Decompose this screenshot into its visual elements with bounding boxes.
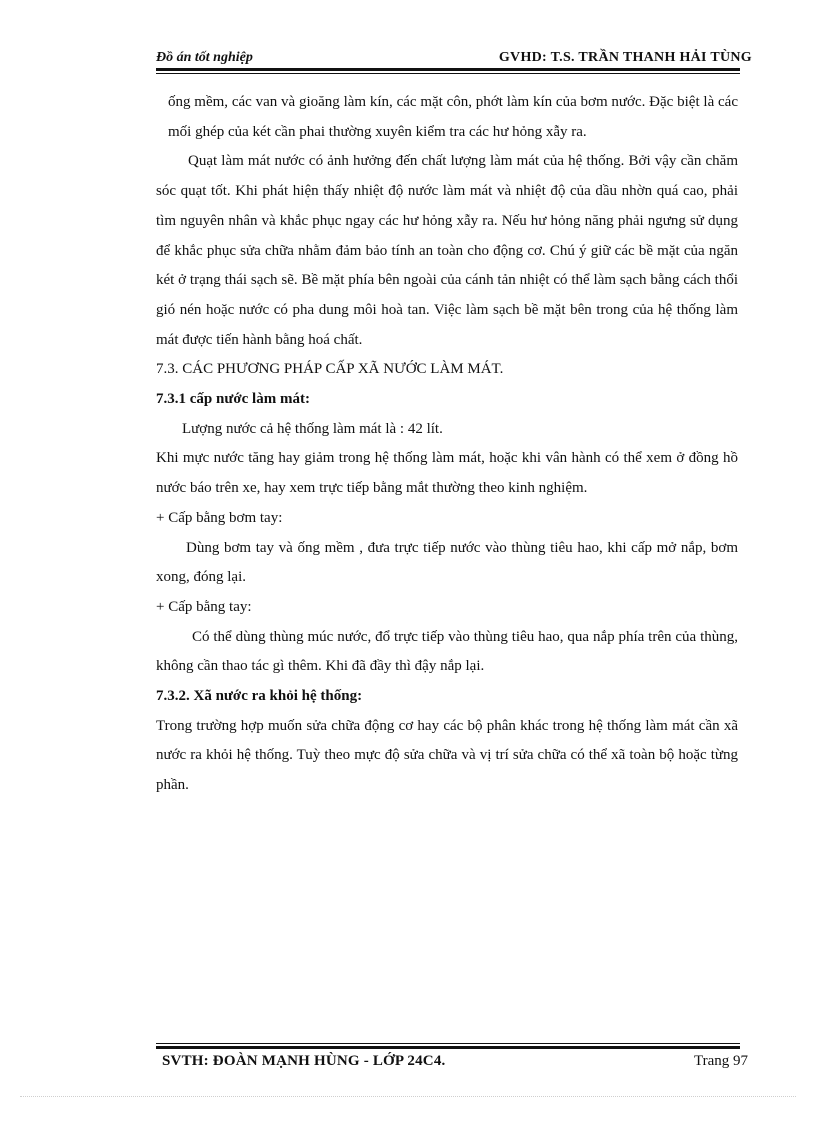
- section-heading-7-3: 7.3. CÁC PHƯƠNG PHÁP CẤP XÃ NƯỚC LÀM MÁT.: [156, 361, 504, 378]
- paragraph-4: Khi mực nước tăng hay giảm trong hệ thống làm mát, hoặc khi vân hành có thể xem ở đồng hồ nước báo trên xe, hay xem trực tiếp bằng mắt thường theo kinh nghiệm.: [156, 450, 738, 497]
- page-body: [156, 88, 738, 801]
- paragraph-2: Quạt làm mát nước có ảnh hưởng đến chất lượng làm mát của hệ thống. Bởi vậy cần chăm sóc quạt tốt. Khi phát hiện thấy nhiệt độ nước làm mát và nhiệt độ của dầu nhờn quá cao, phải tìm nguyên nhân và khắc phục ngay các hư hỏng xẫy ra. Nếu hư hỏng năng phải ngưng sử dụng để khắc phục sửa chữa nhằm đảm bảo tính an toàn cho động cơ. Chú ý giữ các bề mặt của ngăn két ở trạng thái sạch sẽ. Bề mặt phía bên ngoài của cánh tản nhiệt có thể làm sạch bằng cách thổi gió nén hoặc nước có pha dung môi hoà tan. Việc làm sạch bề mặt bên trong của hệ thống làm mát được tiến hành bằng hoá chất.: [156, 153, 738, 348]
- header-rule-thick: [156, 68, 740, 71]
- paragraph-5: Dùng bơm tay và ống mềm , đưa trực tiếp nước vào thùng tiêu hao, khi cấp mở nắp, bơm xong, đóng lại.: [156, 539, 738, 586]
- page-number: Trang 97: [693, 1053, 748, 1069]
- footer-rule-thick: [156, 1046, 740, 1049]
- page-footer: [156, 1053, 752, 1075]
- subheading-by-hand: + Cấp bằng tay:: [156, 598, 252, 615]
- header-supervisor: GVHD: T.S. TRẦN THANH HẢI TÙNG: [498, 50, 752, 65]
- footer-rule-thin: [156, 1043, 740, 1044]
- section-heading-7-3-2: 7.3.2. Xã nước ra khỏi hệ thống:: [156, 688, 363, 705]
- paragraph-7: Trong trường hợp muốn sửa chữa động cơ hay các bộ phân khác trong hệ thống làm mát cần xã nước ra khỏi hệ thống. Tuỳ theo mực độ sửa chữa và vị trí sửa chữa có thể xã toàn bộ hoặc từng phần.: [156, 717, 738, 794]
- paragraph-1: ống mềm, các van và gioăng làm kín, các mặt côn, phớt làm kín của bơm nước. Đặc biệt là các mối ghép của két cần phai thường xuyên kiểm tra các hư hỏng xẫy ra.: [168, 94, 738, 140]
- page-header: [156, 48, 752, 70]
- paragraph-6: Có thể dùng thùng múc nước, đổ trực tiếp vào thùng tiêu hao, qua nắp phía trên của thùng, không cần thao tác gì thêm. Khi đã đầy thì đậy nắp lại.: [156, 628, 738, 675]
- page-edge-dotted-line: [20, 1096, 796, 1097]
- subheading-hand-pump: + Cấp bằng bơm tay:: [156, 509, 283, 526]
- header-title: Đồ án tốt nghiệp: [156, 50, 253, 65]
- footer-student: SVTH: ĐOÀN MẠNH HÙNG - LỚP 24C4.: [162, 1053, 446, 1069]
- header-rule-thin: [156, 73, 740, 74]
- section-heading-7-3-1: 7.3.1 cấp nước làm mát:: [156, 391, 310, 408]
- paragraph-3: Lượng nước cả hệ thống làm mát là : 42 lít.: [182, 420, 443, 437]
